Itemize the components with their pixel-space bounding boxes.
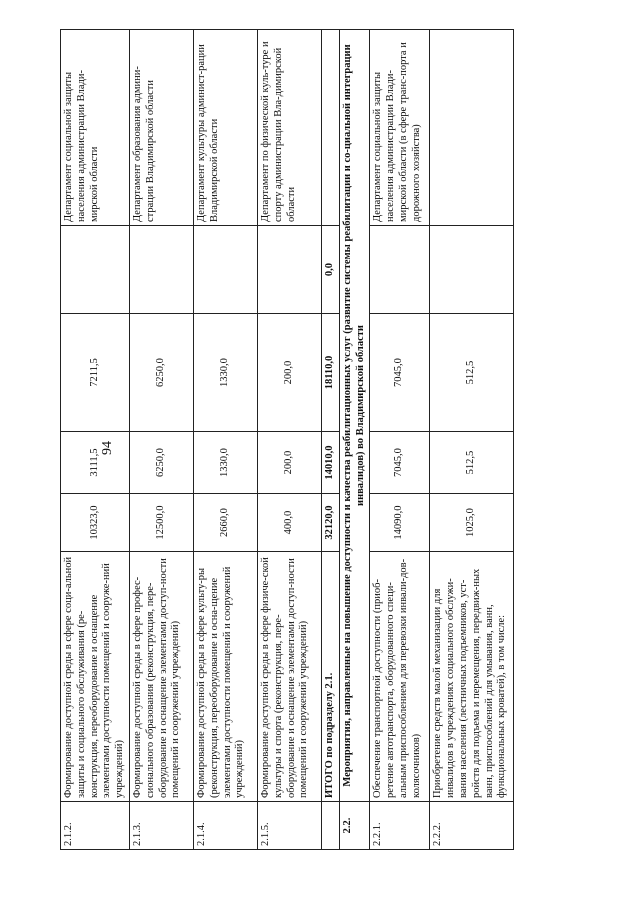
row-code: 2.1.5. — [257, 802, 321, 850]
row-executor: Департамент культуры админист-рации Владимирской области — [193, 30, 257, 226]
row-value-1: 7045,0 — [370, 432, 430, 494]
row-value-2: 7211,5 — [61, 314, 130, 432]
row-value-3 — [257, 226, 321, 314]
rotated-table-page — [60, 30, 635, 850]
table-row — [370, 30, 430, 850]
row-total: 12500,0 — [129, 494, 193, 552]
row-value-1: 200,0 — [257, 432, 321, 494]
row-text: Формирование доступной среды в сфере культу-ры (реконструкция, переоборудование и осна-щение элементами доступности помещений и сооружений учреждений) — [193, 552, 257, 802]
row-text: Формирование доступной среды в сфере профес-сионального образования (реконструкция, пере-оборудование и оснащение элементами доступ-ности помещений и сооружений учреждений) — [129, 552, 193, 802]
row-value-2: 200,0 — [257, 314, 321, 432]
row-text: Формирование доступной среды в сфере соци-альной защиты и социального обслуживания (ре-конструкция, переоборудование и оснащение элементами доступности помещений и сооруже-ний учреждений) — [61, 552, 130, 802]
row-value-3 — [430, 226, 514, 314]
row-code: 2.2.1. — [370, 802, 430, 850]
row-value-2: 6250,0 — [129, 314, 193, 432]
row-value-2: 1330,0 — [193, 314, 257, 432]
program-table — [60, 29, 514, 850]
subtotal-code-cell — [321, 802, 339, 850]
row-executor: Департамент социальной защиты населения администрации Влади-мирской области — [61, 30, 130, 226]
row-code: 2.1.3. — [129, 802, 193, 850]
row-value-3 — [61, 226, 130, 314]
row-executor: Департамент по физической куль-туре и спорту администрации Вла-димирской области — [257, 30, 321, 226]
row-code: 2.1.4. — [193, 802, 257, 850]
row-executor: Департамент образования админи-страции Владимирской области — [129, 30, 193, 226]
row-value-2: 512,5 — [430, 314, 514, 432]
row-executor — [430, 30, 514, 226]
table-row — [257, 30, 321, 850]
subtotal-value-1: 14010,0 — [321, 432, 339, 494]
section-heading-row — [339, 30, 370, 850]
table-row — [193, 30, 257, 850]
table-row — [430, 30, 514, 850]
row-total: 400,0 — [257, 494, 321, 552]
subtotal-row — [321, 30, 339, 850]
row-value-1: 3111,5 — [61, 432, 130, 494]
section-code: 2.2. — [339, 802, 370, 850]
row-value-1: 6250,0 — [129, 432, 193, 494]
table-row — [61, 30, 130, 850]
table-row — [129, 30, 193, 850]
row-code: 2.1.2. — [61, 802, 130, 850]
subtotal-total: 32120,0 — [321, 494, 339, 552]
row-code: 2.2.2. — [430, 802, 514, 850]
subtotal-value-2: 18110,0 — [321, 314, 339, 432]
row-value-3 — [129, 226, 193, 314]
row-total: 14090,0 — [370, 494, 430, 552]
section-title: Мероприятия, направленные на повышение доступности и качества реабилитационных услуг (развитие системы реабилитации и со-циальной интеграции инвалидов) во Владимирской области — [339, 30, 370, 802]
row-executor: Департамент социальной защиты населения администрации Влади-мирской области (в сфере транс-порта и дорожного хозяйства) — [370, 30, 430, 226]
row-total: 1025,0 — [430, 494, 514, 552]
subtotal-executor-cell — [321, 30, 339, 226]
row-text: Формирование доступной среды в сфере физиче-ской культуры и спорта (реконструкция, пере-оборудование и оснащение элементами доступ-ности помещений и сооружений учреждений) — [257, 552, 321, 802]
subtotal-label: ИТОГО по подразделу 2.1. — [321, 552, 339, 802]
row-total: 2660,0 — [193, 494, 257, 552]
row-value-2: 7045,0 — [370, 314, 430, 432]
row-value-1: 512,5 — [430, 432, 514, 494]
row-value-1: 1330,0 — [193, 432, 257, 494]
subtotal-value-3: 0,0 — [321, 226, 339, 314]
row-text: Приобретение средств малой механизации для инвалидов в учреждениях социального обслужи-вания населения (лестничных подъемников, уст-ройств для подъема и перемещения, передвиж-ных ванн, приспособлений для умывания, ванн, функциональных кроватей), в том числе: — [430, 552, 514, 802]
row-value-3 — [370, 226, 430, 314]
page-number: 94 — [100, 441, 115, 455]
row-total: 10323,0 — [61, 494, 130, 552]
row-text: Обеспечение транспортной доступности (приоб-ретение автотранспорта, оборудованного специ-альным приспособлением для перевозки инвали-дов-колясочников) — [370, 552, 430, 802]
row-value-3 — [193, 226, 257, 314]
